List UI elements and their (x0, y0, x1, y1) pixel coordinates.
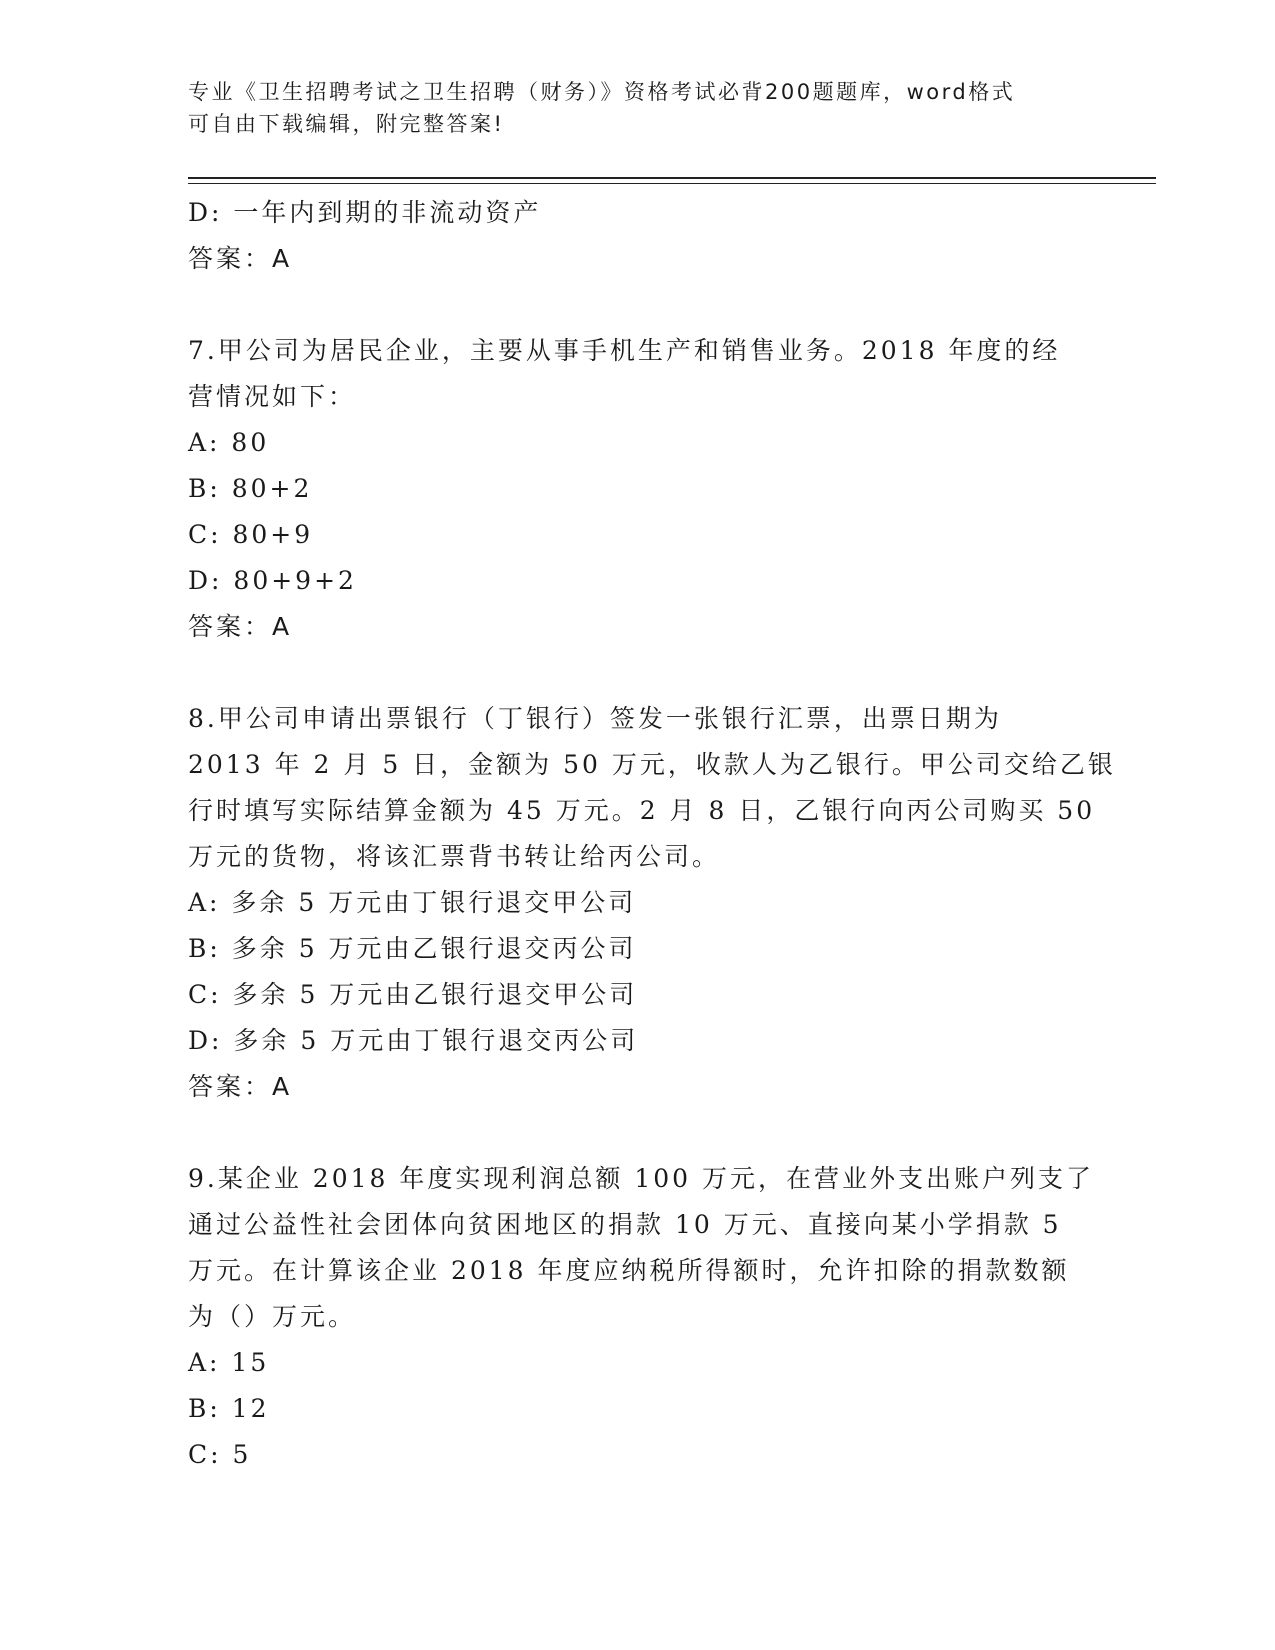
question-text: 为（）万元。 (188, 1302, 357, 1331)
question-text: 2013 年 2 月 5 日，金额为 50 万元，收款人为乙银行。甲公司交给乙银 (188, 750, 1116, 779)
question-7 (188, 328, 1088, 650)
option-a: A: 多余 5 万元由丁银行退交甲公司 (188, 888, 637, 917)
question-9 (188, 1156, 1094, 1478)
question-6-tail (188, 190, 1088, 282)
question-8 (188, 696, 1116, 1110)
question-text: 万元。在计算该企业 2018 年度应纳税所得额时，允许扣除的捐款数额 (188, 1256, 1070, 1285)
question-text: 9.某企业 2018 年度实现利润总额 100 万元，在营业外支出账户列支了 (188, 1164, 1094, 1193)
answer: 答案：A (188, 612, 293, 641)
question-text: 通过公益性社会团体向贫困地区的捐款 10 万元、直接向某小学捐款 5 (188, 1210, 1062, 1239)
option-b: B: 80+2 (188, 474, 313, 503)
header-divider-thin (188, 183, 1156, 184)
option-a: A: 15 (188, 1348, 270, 1377)
option-c: C: 5 (188, 1440, 252, 1469)
option-a: A: 80 (188, 428, 270, 457)
question-text: 7.甲公司为居民企业，主要从事手机生产和销售业务。2018 年度的经 (188, 336, 1061, 365)
question-text: 8.甲公司申请出票银行（丁银行）签发一张银行汇票，出票日期为 (188, 704, 1002, 733)
option-d: D: 多余 5 万元由丁银行退交丙公司 (188, 1026, 639, 1055)
option-b: B: 12 (188, 1394, 270, 1423)
option-d: D: 80+9+2 (188, 566, 357, 595)
answer: 答案：A (188, 244, 293, 273)
option-c: C: 80+9 (188, 520, 314, 549)
question-text: 营情况如下： (188, 382, 357, 411)
header-line-1: 专业《卫生招聘考试之卫生招聘（财务）》资格考试必背200题题库，word格式 (188, 80, 1016, 104)
option-b: B: 多余 5 万元由乙银行退交丙公司 (188, 934, 637, 963)
question-text: 万元的货物，将该汇票背书转让给丙公司。 (188, 842, 721, 871)
option-d: D: 一年内到期的非流动资产 (188, 198, 542, 227)
header-divider-thick (188, 177, 1156, 179)
document-body (188, 190, 1116, 1478)
answer: 答案：A (188, 1072, 293, 1101)
header-line-2: 可自由下载编辑，附完整答案! (188, 112, 505, 136)
option-c: C: 多余 5 万元由乙银行退交甲公司 (188, 980, 638, 1009)
page-header (188, 76, 1088, 140)
question-text: 行时填写实际结算金额为 45 万元。2 月 8 日，乙银行向丙公司购买 50 (188, 796, 1096, 825)
